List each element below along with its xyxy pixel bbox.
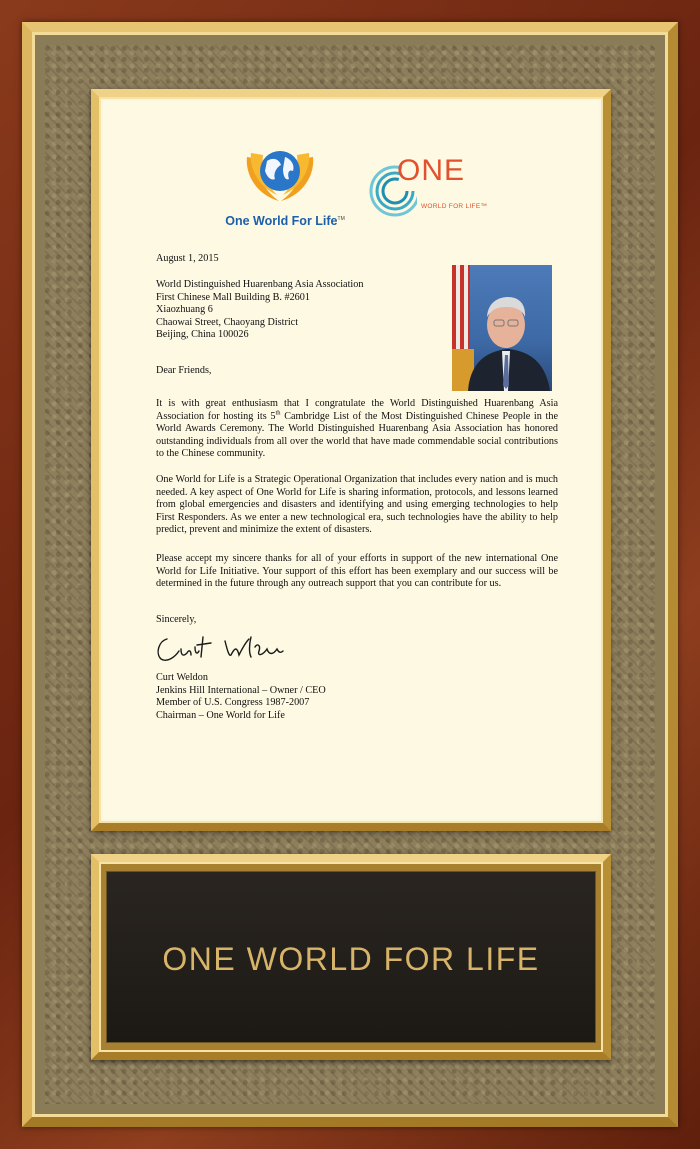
signer-title: Jenkins Hill International – Owner / CEO: [156, 684, 326, 696]
one-world-for-life-logo: [215, 145, 355, 231]
letter-document: [103, 101, 599, 819]
closing: Sincerely,: [156, 614, 197, 625]
signer-name: Curt Weldon: [156, 672, 208, 683]
signer-title: Member of U.S. Congress 1987-2007: [156, 697, 310, 709]
address-line: Xiaozhuang 6: [156, 304, 213, 316]
letter-date: August 1, 2015: [156, 253, 219, 264]
address-line: First Chinese Mall Building B. #2601: [156, 291, 310, 303]
signature-block: [156, 672, 326, 722]
nameplate-title: ONE WORLD FOR LIFE: [162, 941, 540, 977]
handwritten-signature: [153, 629, 293, 669]
letter-frame: [91, 89, 611, 831]
paragraph-2: One World for Life is a Strategic Operational Organization that includes every nation and is much needed. A key aspect of One World for Life is sharing information, protocols, and lessons learned from global emergencies and disasters and identifying and using emerging technologies to help First Responders. As we enter a new technological era, such technologies have the ability to help predict, prevent and minimize the extent of disasters.: [156, 474, 558, 536]
one-logo: [365, 154, 525, 223]
nameplate-frame: [91, 854, 611, 1060]
globe-hands-icon: [243, 147, 317, 205]
logo-world-for-life-text: WORLD FOR LIFE™: [421, 203, 488, 210]
address-line: Beijing, China 100026: [156, 329, 249, 341]
salutation: Dear Friends,: [156, 365, 212, 376]
paragraph-1: It is with great enthusiasm that I congratulate the World Distinguished Huarenbang Asia Association for hosting its 5th Cambridge List of the Most Distinguished Chinese People in the World Awards Ceremony. The World Distinguished Huarenbang Asia Association has honored outstanding individuals from all over the world that have made commendable social contributions to the Chinese community.: [156, 398, 558, 460]
signer-title: Chairman – One World for Life: [156, 709, 285, 721]
portrait-photo: [452, 265, 552, 391]
paragraph-3: Please accept my sincere thanks for all of your efforts in support of the new international One World for Life Initiative. Your support of this effort has been exemplary and our success will be determined in the future through any outreach support that you can contribute for us.: [156, 553, 558, 590]
logo-one-world-for-life-text: One World For Life™: [225, 214, 345, 229]
address-line: Chaowai Street, Chaoyang District: [156, 316, 299, 328]
address-line: World Distinguished Huarenbang Asia Association: [156, 279, 364, 290]
logo-row: [103, 145, 599, 235]
recipient-address: [156, 279, 363, 342]
nameplate: [106, 871, 596, 1043]
logo-one-text: ONE: [397, 154, 466, 187]
